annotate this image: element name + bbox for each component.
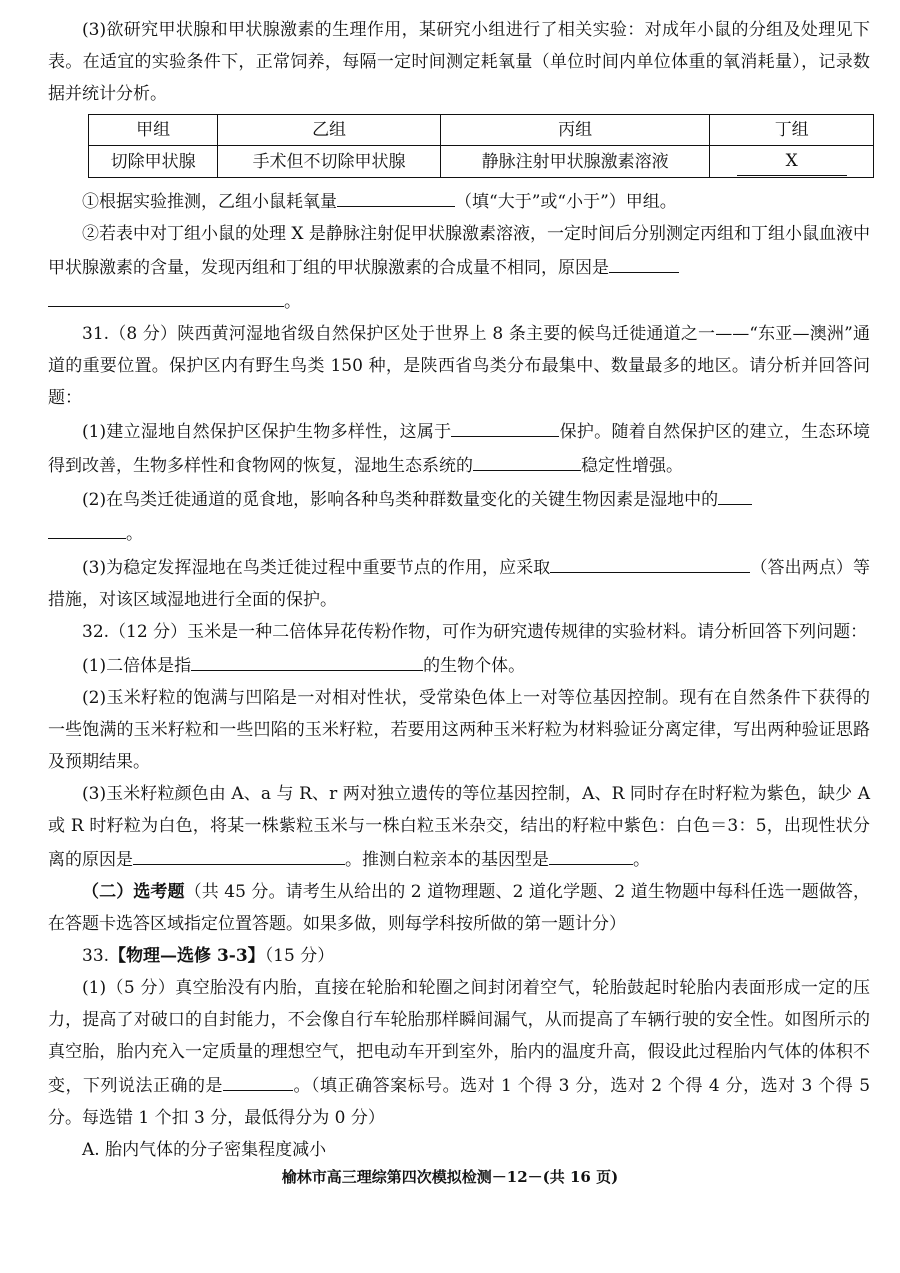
text: (3)玉米籽粒颜色由 A、a 与 R、r 两对独立遗传的等位基因控制，A、R 同时存在时籽粒为紫色，缺少 A 或 R 时籽粒为白色，将某一株紫粒玉米与一株白粒玉米杂交，结出的籽粒中紫色：白色＝3：5，出现性状分离的原因是 (48, 784, 870, 870)
question-title: 【物理—选修 3-3】 (109, 946, 265, 966)
table-cell: 切除甲状腺 (89, 146, 218, 178)
text: （填“大于”或“小于”）甲组。 (455, 192, 677, 212)
table-header-cell: 丙组 (440, 115, 709, 146)
section2-instructions (48, 876, 870, 940)
experiment-table (88, 114, 874, 178)
table-cell: 手术但不切除甲状腺 (218, 146, 441, 178)
page-footer: 榆林市高三理综第四次模拟检测－12－(共 16 页) (281, 1168, 619, 1186)
q33-option-a: A. 胎内气体的分子密集程度减小 (82, 1140, 327, 1160)
question-score: （15 分） (264, 946, 335, 966)
q30-3-sub2 (48, 218, 870, 318)
text: 。（填正确答案标号。选对 1 个得 3 分，选对 2 个得 4 分，选对 3 个得 5 分。每选错 1 个扣 3 分，最低得分为 0 分） (48, 1076, 871, 1128)
q32-part3 (48, 778, 870, 876)
q31-part1 (48, 414, 870, 482)
answer-blank[interactable] (718, 482, 752, 505)
q32-part2: (2)玉米籽粒的饱满与凹陷是一对相对性状，受常染色体上一对等位基因控制。现有在自然条件下获得的一些饱满的玉米籽粒和一些凹陷的玉米籽粒，若要用这两种玉米籽粒为材料验证分离定律，写出两种验证思路及预期结果。 (48, 688, 870, 772)
q30-3-intro: (3)欲研究甲状腺和甲状腺激素的生理作用，某研究小组进行了相关实验：对成年小鼠的分组及处理见下表。在适宜的实验条件下，正常饲养，每隔一定时间测定耗氧量（单位时间内单位体重的氧消耗量），记录数据并统计分析。 (48, 20, 870, 104)
text: (2)在鸟类迁徙通道的觅食地，影响各种鸟类种群数量变化的关键生物因素是湿地中的 (82, 490, 719, 510)
answer-blank[interactable] (609, 250, 679, 273)
table-header-row (89, 115, 874, 146)
q32-part1 (48, 648, 870, 682)
answer-blank[interactable] (473, 448, 581, 471)
answer-blank[interactable] (191, 648, 423, 671)
answer-blank[interactable] (549, 842, 633, 865)
text: 。 (126, 524, 143, 544)
q33-part1 (48, 972, 870, 1134)
q33-heading (48, 940, 870, 972)
page-content (48, 14, 870, 1166)
q31-part3 (48, 550, 870, 616)
table-row (89, 146, 874, 178)
answer-blank[interactable] (550, 550, 750, 573)
q31-intro: 31.（8 分）陕西黄河湿地省级自然保护区处于世界上 8 条主要的候鸟迁徙通道之一——“东亚—澳洲”通道的重要位置。保护区内有野生鸟类 150 种，是陕西省鸟类分布最集中、数量最多的地区。请分析并回答问题： (48, 324, 870, 408)
q32-intro: 32.（12 分）玉米是一种二倍体异花传粉作物，可作为研究遗传规律的实验材料。请分析回答下列问题： (82, 622, 868, 642)
text: (1)（5 分）真空胎没有内胎，直接在轮胎和轮圈之间封闭着空气，轮胎鼓起时轮胎内表面形成一定的压力，提高了对破口的自封能力，不会像自行车轮胎那样瞬间漏气，从而提高了车辆行驶的安全性。如图所示的真空胎，胎内充入一定质量的理想空气，把电动车开到室外，胎内的温度升高，假设此过程胎内气体的体积不变，下列说法正确的是 (48, 978, 870, 1096)
text: (1)二倍体是指 (82, 656, 192, 676)
answer-blank[interactable] (48, 284, 284, 307)
text: (3)为稳定发挥湿地在鸟类迁徙过程中重要节点的作用，应采取 (82, 558, 551, 578)
section-title: （二）选考题 (82, 882, 185, 902)
text: ①根据实验推测，乙组小鼠耗氧量 (82, 192, 337, 212)
text: （答出两点）等措施，对该区域湿地进行全面的保护。 (48, 558, 870, 610)
q30-3-sub1 (48, 184, 870, 218)
text: 。推测白粒亲本的基因型是 (345, 850, 549, 870)
answer-blank[interactable] (223, 1068, 293, 1091)
text: （共 45 分。请考生从给出的 2 道物理题、2 道化学题、2 道生物题中每科任选一题做答，在答题卡选答区域指定位置答题。如果多做，则每学科按所做的第一题计分） (48, 882, 870, 934)
question-number: 33. (82, 946, 110, 966)
table-header-cell: 丁组 (710, 115, 874, 146)
answer-blank[interactable] (451, 414, 559, 437)
table-cell (710, 146, 874, 178)
table-cell: 静脉注射甲状腺激素溶液 (440, 146, 709, 178)
text: 。 (633, 850, 650, 870)
answer-blank[interactable] (133, 842, 345, 865)
answer-blank[interactable] (48, 516, 126, 539)
answer-blank[interactable] (337, 184, 455, 207)
q31-part2 (48, 482, 870, 550)
text: 稳定性增强。 (581, 456, 683, 476)
text: (1)建立湿地自然保护区保护生物多样性，这属于 (82, 422, 452, 442)
text: 的生物个体。 (423, 656, 526, 676)
treatment-x: X (737, 147, 847, 176)
text: 保护。随着自然保护区的建立，生态环境得到改善，生物多样性和食物网的恢复，湿地生态系统的 (48, 422, 870, 476)
text: 。 (284, 292, 301, 312)
text: ②若表中对丁组小鼠的处理 X 是静脉注射促甲状腺激素溶液，一定时间后分别测定丙组和丁组小鼠血液中甲状腺激素的含量，发现丙组和丁组的甲状腺激素的合成量不相同，原因是 (48, 224, 870, 278)
table-header-cell: 乙组 (218, 115, 441, 146)
table-header-cell: 甲组 (89, 115, 218, 146)
